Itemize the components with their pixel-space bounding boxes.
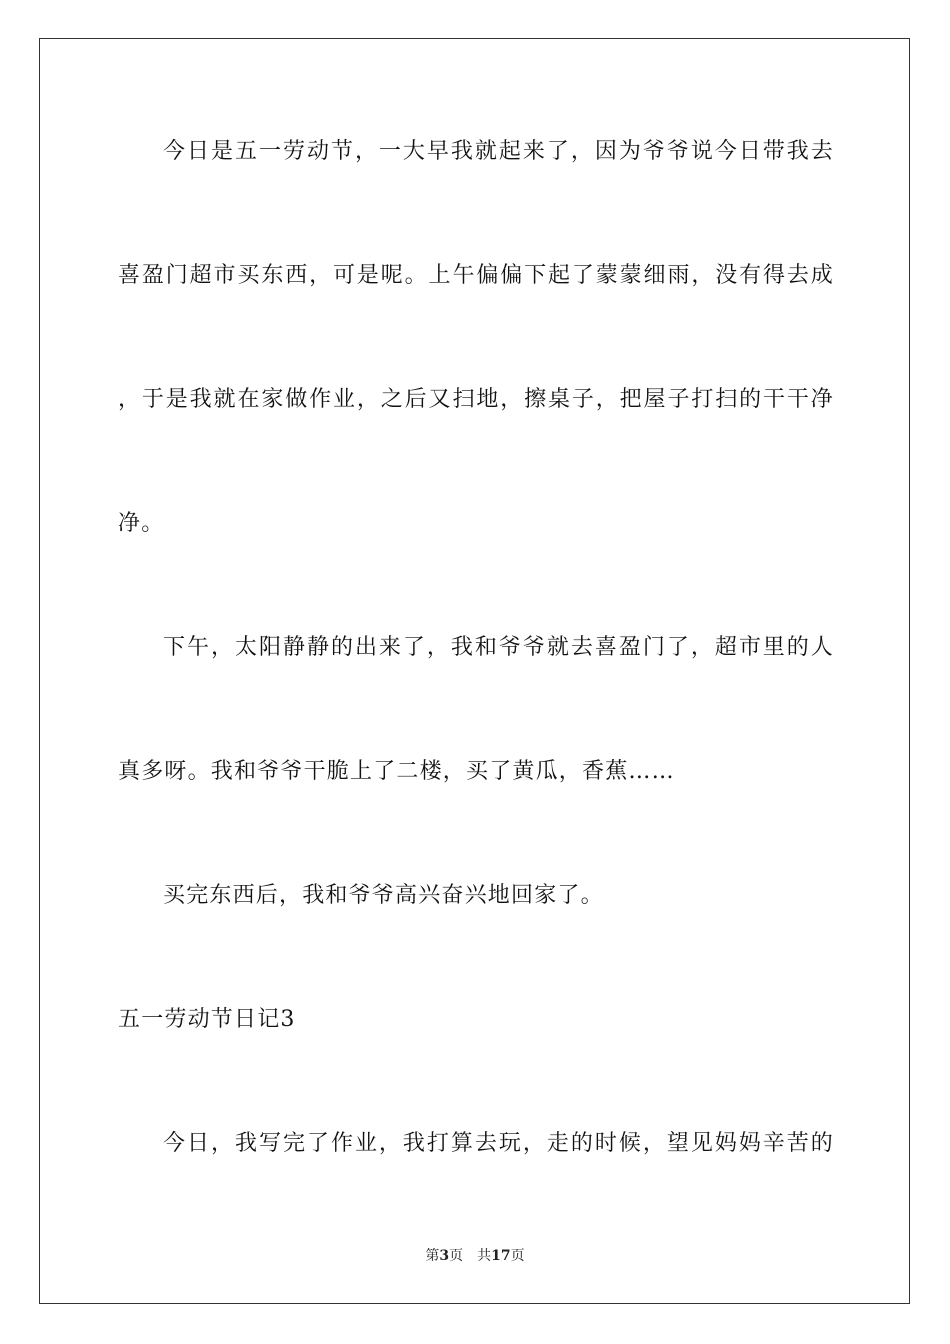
page-border: [39, 38, 910, 1304]
paragraph-line: 今日是五一劳动节，一大早我就起来了，因为爷爷说今日带我去: [163, 139, 834, 164]
paragraph-line: 下午，太阳静静的出来了，我和爷爷就去喜盈门了，超市里的人: [163, 635, 834, 660]
paragraph-line: ，于是我就在家做作业，之后又扫地，擦桌子，把屋子打扫的干干净: [118, 387, 834, 412]
paragraph-line: 真多呀。我和爷爷干脆上了二楼，买了黄瓜，香蕉……: [118, 759, 675, 784]
page-unit: 页: [449, 1248, 464, 1264]
page-prefix: 第: [425, 1248, 440, 1264]
paragraph-line: 喜盈门超市买东西，可是呢。上午偏偏下起了蒙蒙细雨，没有得去成: [118, 263, 834, 288]
total-unit: 页: [510, 1248, 525, 1264]
page-total: 17: [491, 1248, 511, 1264]
paragraph-line: 净。: [118, 511, 165, 536]
page-footer: [0, 1247, 950, 1265]
paragraph-line: 买完东西后，我和爷爷高兴奋兴地回家了。: [163, 883, 604, 908]
section-heading: 五一劳动节日记3: [118, 1007, 296, 1032]
page-current: 3: [439, 1248, 450, 1264]
total-prefix: 共: [477, 1248, 492, 1264]
paragraph-line: 今日，我写完了作业，我打算去玩，走的时候，望见妈妈辛苦的: [163, 1131, 834, 1156]
